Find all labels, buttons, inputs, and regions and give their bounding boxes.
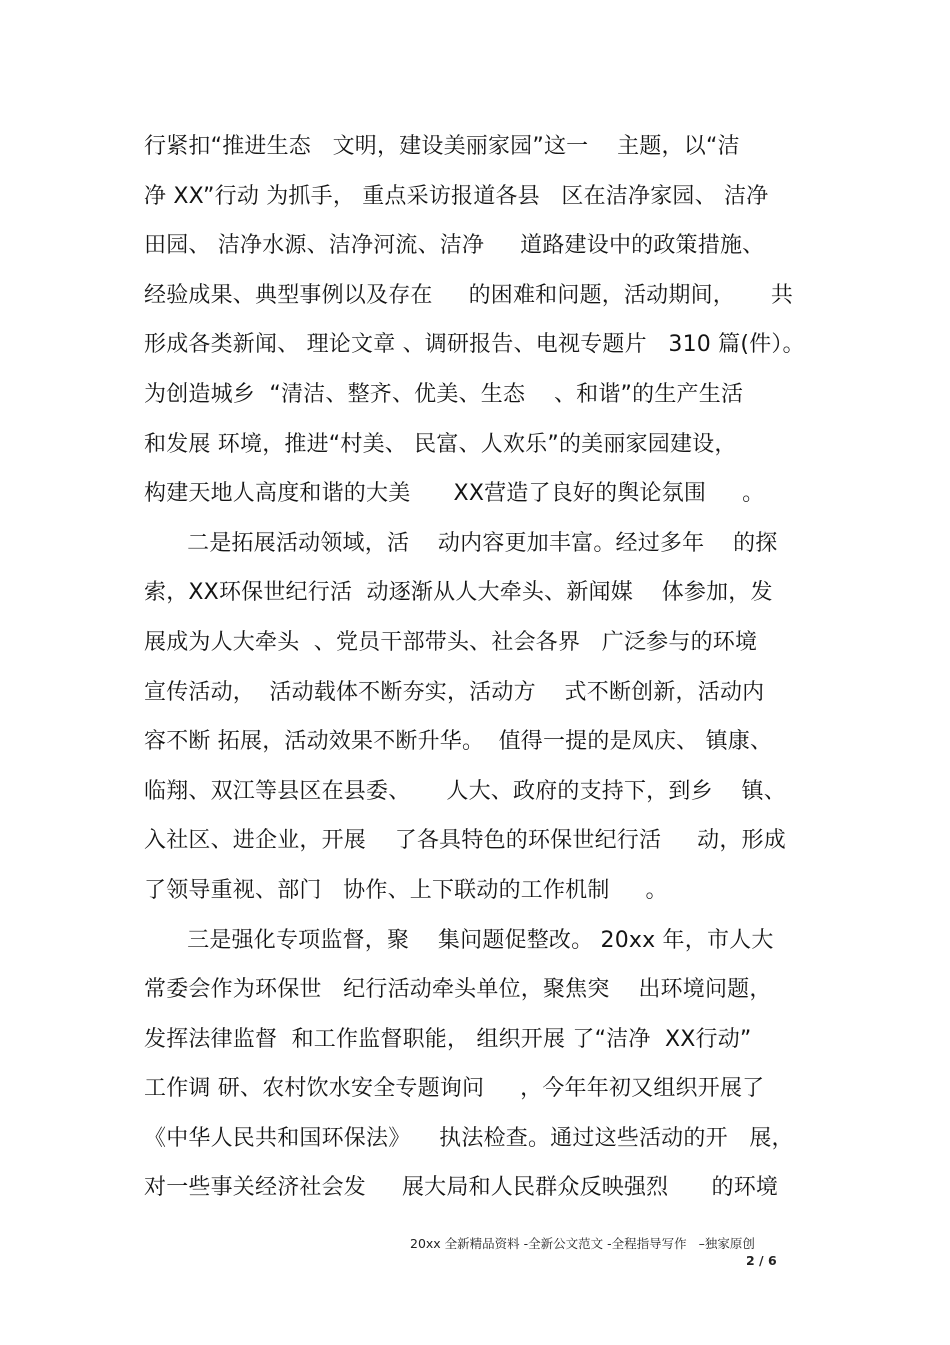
text-line: 和发展 环境，推进“村美、 民富、人欢乐”的美丽家园建设，: [144, 431, 737, 457]
text-line: 行紧扣“推进生态 文明，建设美丽家园”这一 主题，以“洁: [144, 134, 740, 159]
document-body: [144, 122, 824, 1213]
text-line: 三是强化专项监督，聚 集问题促整改。 20xx 年，市人大: [144, 927, 774, 953]
text-line: 索，XX环保世纪行活 动逐渐从人大牵头、新闻媒 体参加，发: [144, 580, 773, 606]
text-line: 容不断 拓展，活动效果不断升华。 值得一提的是凤庆、 镇康、: [144, 729, 773, 755]
text-line: 形成各类新闻、 理论文章 、调研报告、电视专题片 310 篇(件）。: [144, 332, 805, 358]
text-line: 工作调 研、农村饮水安全专题询问 ，今年年初又组织开展了: [144, 1076, 765, 1102]
text-line: 构建天地人高度和谐的大美 XX营造了良好的舆论氛围 。: [144, 481, 765, 507]
text-line: 宣传活动， 活动载体不断夯实，活动方 式不断创新，活动内: [144, 679, 765, 705]
text-line: 了领导重视、部门 协作、上下联动的工作机制 。: [144, 877, 668, 903]
text-line: 田园、 洁净水源、洁净河流、洁净 道路建设中的政策措施、: [144, 233, 765, 259]
text-line: 入社区、进企业，开展 了各具特色的环保世纪行活 动，形成: [144, 828, 786, 854]
page-number: 2 / 6: [746, 1253, 777, 1268]
text-line: 经验成果、典型事例以及存在 的困难和问题，活动期间， 共: [144, 282, 794, 308]
text-line: 为创造城乡 “清洁、整齐、优美、生态 、和谐”的生产生活: [144, 381, 744, 407]
text-line: 常委会作为环保世 纪行活动牵头单位，聚焦突 出环境问题，: [144, 977, 772, 1003]
text-line: 临翔、双江等县区在县委、 人大、政府的支持下，到乡 镇、: [144, 778, 786, 804]
text-line: 二是拓展活动领域，活 动内容更加丰富。经过多年 的探: [144, 530, 778, 556]
footer-text: 20xx 全新精品资料 -全新公文范文 -全程指导写作 –独家原创: [410, 1236, 755, 1251]
text-line: 对一些事关经济社会发 展大局和人民群众反映强烈 的环境: [144, 1175, 779, 1201]
text-line: 发挥法律监督 和工作监督职能， 组织开展 了“洁净 XX行动”: [144, 1026, 752, 1052]
text-line: 展成为人大牵头 、党员干部带头、社会各界 广泛参与的环境: [144, 629, 758, 655]
text-line: 《中华人民共和国环保法》 执法检查。通过这些活动的开 展，: [144, 1125, 794, 1151]
text-line: 净 XX”行动 为抓手， 重点采访报道各县 区在洁净家园、 洁净: [144, 183, 769, 209]
